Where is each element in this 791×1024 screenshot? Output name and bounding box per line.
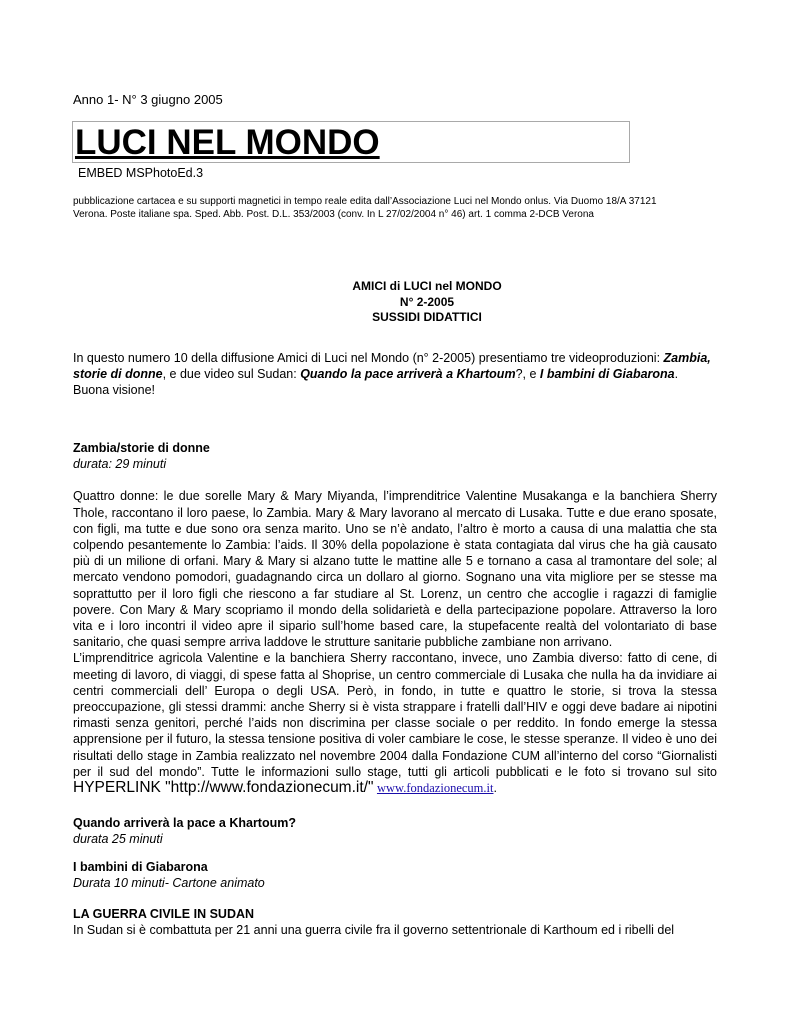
subheader: [73, 279, 781, 326]
title-box: [72, 121, 630, 163]
khartoum-section: [73, 815, 717, 847]
publication-line: Verona. Poste italiane spa. Sped. Abb. Post. D.L. 353/2003 (conv. In L 27/02/2004 n° 46) art. 1 comma 2-DCB Verona: [73, 209, 594, 220]
paragraph-text: .: [493, 781, 497, 796]
paragraph-text: L’imprenditrice agricola Valentine e la banchiera Sherry raccontano, invece, uno Zambia diverso: fatto di cene, di meeting di lavoro, di viaggi, di spese fatta al Shoprise, un centro commerciale di Lusaka che nulla ha da invidiare ai centri commerciali dell’ Europa o degli USA. Però, in fondo, in tutte e quattro le storie, si trova la stessa preoccupazione, gli stessi drammi: anche Sherry si è vista strappare i fratelli dall’HIV e oggi deve badare ai nipotini rimasti senza genitori, perché l’aids non discrimina per classe sociale o per reddito. In fondo emerge la stessa apprensione per il futuro, la stessa tensione positiva di voler cambiare le cose, le stesse speranze. Il video è uno dei risultati dello stage in Zambia realizzato nel novembre 2004 dalla Fondazione CUM all’interno del corso “Giornalisti per il sud del mondo”. Tutte le informazioni sullo stage, tutti gli articoli pubblicati e le foto si trovano sul sito: [73, 651, 717, 779]
publication-line: pubblicazione cartacea e su supporti magnetici in tempo reale edita dall’Associazione Luci nel Mondo onlus. Via Duomo 18/A 37121: [73, 196, 657, 207]
zambia-section: [73, 440, 717, 796]
website-link[interactable]: www.fondazionecum.it: [376, 781, 494, 796]
embed-field: EMBED MSPhotoEd.3: [78, 166, 204, 180]
section-duration: Durata 10 minuti- Cartone animato: [73, 876, 265, 891]
sudan-section: [73, 906, 717, 938]
section-heading: I bambini di Giabarona: [73, 860, 208, 874]
giabarona-section: [73, 859, 717, 891]
section-paragraph: [73, 650, 717, 796]
intro-text: , e due video sul Sudan:: [162, 367, 301, 382]
intro-paragraph: [73, 350, 717, 399]
video-title: Quando la pace arriverà a Khartoum: [300, 367, 516, 382]
section-duration: durata 25 minuti: [73, 832, 163, 847]
hyperlink-field: HYPERLINK "http://www.fondazionecum.it/": [73, 779, 374, 797]
subheader-line: AMICI di LUCI nel MONDO: [352, 279, 502, 293]
section-heading: LA GUERRA CIVILE IN SUDAN: [73, 907, 255, 921]
intro-text: ?, e: [515, 367, 540, 382]
subheader-line: N° 2-2005: [399, 294, 455, 309]
publication-info: [73, 195, 723, 221]
video-title: I bambini di Giabarona: [539, 367, 675, 382]
subheader-line: SUSSIDI DIDATTICI: [372, 310, 482, 324]
newsletter-title: LUCI NEL MONDO: [75, 123, 380, 162]
intro-text: In questo numero 10 della diffusione Amici di Luci nel Mondo (n° 2-2005) presentiamo tre videoproduzioni:: [73, 351, 661, 365]
intro-text: . Buona visione!: [73, 367, 679, 398]
section-paragraph: Quattro donne: le due sorelle Mary & Mary Miyanda, l’imprenditrice Valentine Musakanga e la banchiera Sherry Thole, raccontano il loro paese, lo Zambia. Mary & Mary lavorano al mercato di Lusaka. Tutte e due erano sposate, con figli, ma tutte e due sono ora senza marito. Uno se n’è andato, l’altro è morto a causa di una malattia che sta colpendo pesantemente lo Zambia: l’aids. Il 30% della popolazione è stata contagiata dal virus che ha già causato più di un milione di orfani. Mary & Mary si alzano tutte le mattine alle 5 e tornano a casa al tramontare del sole; al mercato vendono pomodori, guadagnando circa un dollaro al giorno. Sognano una vita migliore per se stesse ma soprattutto per il loro figli che riescono a far studiare al St. Lorenz, un centro che accoglie i ragazzi di famiglie povere. Con Mary & Mary scopriamo il mondo della solidarietà e della partecipazione popolare. Attraverso la loro vita e i loro incontri il video apre il sipario sull’home based care, la stupefacente realtà del volontariato di base sanitario, che quasi sempre arriva laddove le strutture sanitarie pubbliche zambiane non arrivano.: [73, 489, 717, 650]
section-paragraph: In Sudan si è combattuta per 21 anni una guerra civile fra il governo settentrionale di Karthoum ed i ribelli del: [73, 923, 675, 938]
section-heading: Zambia/storie di donne: [73, 441, 210, 455]
video-title: Zambia, storie di donne: [73, 351, 711, 382]
section-duration: durata: 29 minuti: [73, 457, 167, 472]
section-heading: Quando arriverà la pace a Khartoum?: [73, 816, 296, 830]
issue-line: Anno 1- N° 3 giugno 2005: [73, 92, 223, 107]
